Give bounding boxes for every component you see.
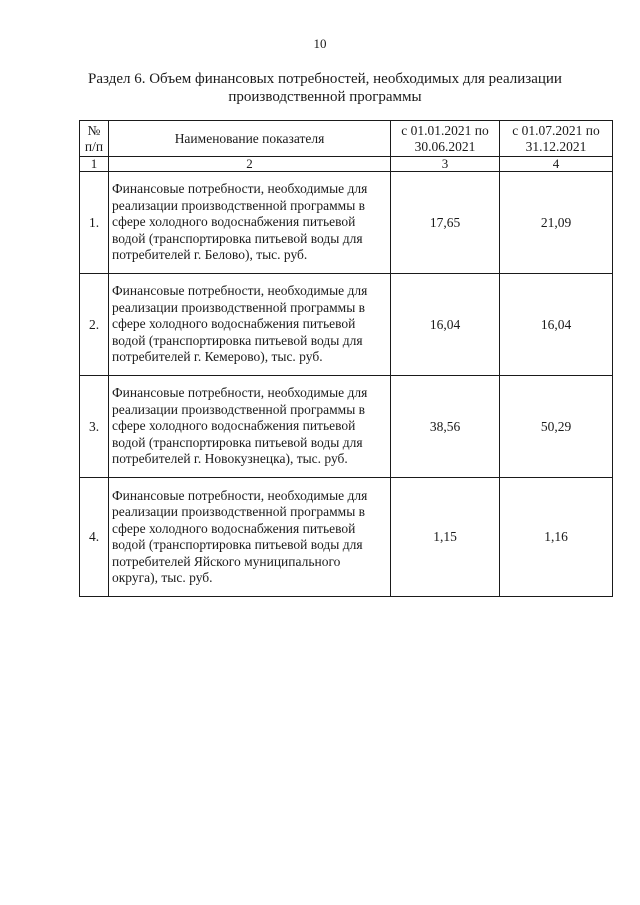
row-value-period-1: 38,56 — [391, 376, 500, 478]
row-number: 2. — [80, 274, 109, 376]
header-period-2: с 01.07.2021 по 31.12.2021 — [500, 121, 613, 157]
row-value-period-2: 16,04 — [500, 274, 613, 376]
header-name: Наименование показателя — [109, 121, 391, 157]
row-number: 3. — [80, 376, 109, 478]
row-value-period-2: 1,16 — [500, 478, 613, 597]
row-value-period-1: 17,65 — [391, 172, 500, 274]
table-row — [80, 376, 613, 478]
column-index: 3 — [391, 157, 500, 172]
row-indicator-name: Финансовые потребности, необходимые для реализации производственной программы в сфере холодного водоснабжения питьевой водой (транспортировка питьевой воды для потребителей Яйского муниципального округа), тыс. руб. — [109, 478, 391, 597]
row-indicator-name: Финансовые потребности, необходимые для реализации производственной программы в сфере холодного водоснабжения питьевой водой (транспортировка питьевой воды для потребителей г. Белово), тыс. руб. — [109, 172, 391, 274]
row-indicator-name: Финансовые потребности, необходимые для реализации производственной программы в сфере холодного водоснабжения питьевой водой (транспортировка питьевой воды для потребителей г. Кемерово), тыс. руб. — [109, 274, 391, 376]
column-index: 1 — [80, 157, 109, 172]
row-value-period-1: 1,15 — [391, 478, 500, 597]
table-row — [80, 172, 613, 274]
column-index: 4 — [500, 157, 613, 172]
section-title: Раздел 6. Объем финансовых потребностей, необходимых для реализации производственной программы — [88, 71, 562, 105]
row-value-period-1: 16,04 — [391, 274, 500, 376]
row-number: 1. — [80, 172, 109, 274]
table-row — [80, 274, 613, 376]
row-indicator-name: Финансовые потребности, необходимые для реализации производственной программы в сфере холодного водоснабжения питьевой водой (транспортировка питьевой воды для потребителей г. Новокузнецка), тыс. руб. — [109, 376, 391, 478]
column-index-row — [80, 157, 613, 172]
row-value-period-2: 50,29 — [500, 376, 613, 478]
page-number: 10 — [313, 36, 327, 51]
row-number: 4. — [80, 478, 109, 597]
column-index: 2 — [109, 157, 391, 172]
table-row — [80, 478, 613, 597]
header-num: № п/п — [80, 121, 109, 157]
financial-needs-table — [79, 120, 613, 597]
table-header-row — [80, 121, 613, 157]
header-period-1: с 01.01.2021 по 30.06.2021 — [391, 121, 500, 157]
row-value-period-2: 21,09 — [500, 172, 613, 274]
